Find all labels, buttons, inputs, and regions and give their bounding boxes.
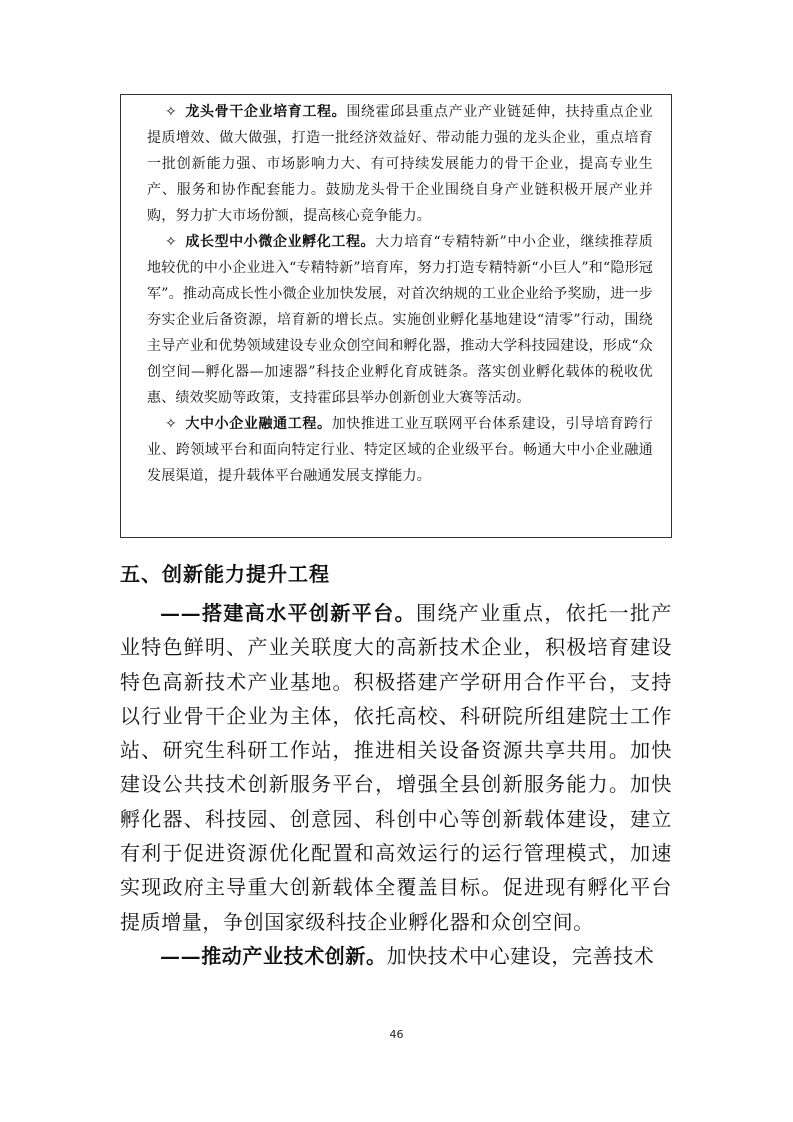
box-item-text: 围绕霍邱县重点产业产业链延伸，扶持重点企业提质增效、做大做强，打造一批经济效益好、带动能力强的龙头企业，重点培育一批创新能力强、市场影响力大、有可持续发展能力的骨干企业，提高专业生产、服务和协作配套能力。鼓励龙头骨干企业围绕自身产业链积极开展产业并购，努力扩大市场份额，提高核心竞争能力。 bbox=[147, 104, 654, 224]
section-heading: 五、创新能力提升工程 bbox=[120, 562, 330, 586]
page-number: 46 bbox=[389, 1028, 404, 1041]
box-item-leading-enterprise bbox=[147, 99, 653, 229]
paragraph-title: ——推动产业技术创新。 bbox=[160, 943, 387, 968]
paragraph-tech-innovation bbox=[120, 939, 672, 973]
box-item-title: 成长型中小微企业孵化工程。 bbox=[185, 234, 376, 250]
box-item-text: 大力培育“专精特新”中小企业，继续推荐质地较优的中小企业进入“专精特新”培育库，努力打造专精特新“小巨人”和“隐形冠军”。推动高成长性小微企业加快发展，对首次纳规的工业企业给予奖励，进一步夯实企业后备资源，培育新的增长点。实施创业孵化基地建设“清零”行动，围绕主导产业和优势领域建设专业众创空间和孵化器，推动大学科技园建设，形成“众创空间—孵化器—加速器”科技企业孵化育成链条。落实创业孵化载体的税收优惠、绩效奖励等政策，支持霍邱县举办创新创业大赛等活动。 bbox=[147, 234, 653, 406]
diamond-bullet-icon: ✧ bbox=[165, 416, 177, 432]
paragraph-innovation-platform bbox=[120, 596, 672, 939]
paragraph-title: ——搭建高水平创新平台。 bbox=[160, 601, 416, 625]
box-item-title: 大中小企业融通工程。 bbox=[185, 416, 332, 432]
project-box bbox=[120, 94, 672, 538]
box-item-integration bbox=[147, 411, 653, 489]
paragraph-text: 加快技术中心建设，完善技术 bbox=[386, 943, 655, 968]
section-body bbox=[120, 596, 672, 973]
box-item-sme-incubation bbox=[147, 229, 653, 411]
diamond-bullet-icon: ✧ bbox=[165, 104, 177, 120]
box-item-text: 加快推进工业互联网平台体系建设，引导培育跨行业、跨领域平台和面向特定行业、特定区域的企业级平台。畅通大中小企业融通发展渠道，提升载体平台融通发展支撑能力。 bbox=[147, 416, 654, 484]
diamond-bullet-icon: ✧ bbox=[165, 234, 177, 250]
box-item-title: 龙头骨干企业培育工程。 bbox=[185, 104, 347, 120]
paragraph-text: 围绕产业重点，依托一批产业特色鲜明、产业关联度大的高新技术企业，积极培育建设特色高新技术产业基地。积极搭建产学研用合作平台，支持以行业骨干企业为主体，依托高校、科研院所组建院士工作站、研究生科研工作站，推进相关设备资源共享共用。加快建设公共技术创新服务平台，增强全县创新服务能力。加快孵化器、科技园、创意园、科创中心等创新载体建设，建立有利于促进资源优化配置和高效运行的运行管理模式，加速实现政府主导重大创新载体全覆盖目标。促进现有孵化平台提质增量，争创国家级科技企业孵化器和众创空间。 bbox=[120, 601, 672, 934]
